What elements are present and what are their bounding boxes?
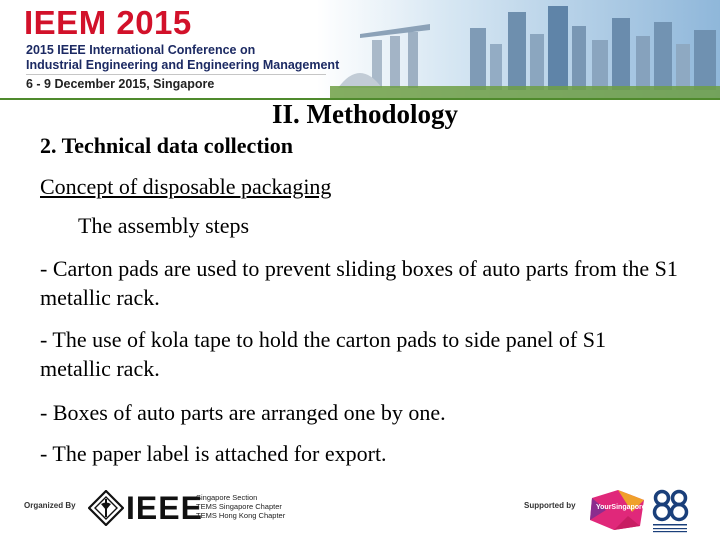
footer	[0, 484, 720, 540]
conference-date-location: 6 - 9 December 2015, Singapore	[26, 77, 215, 91]
chapter-line: Singapore Section	[196, 493, 258, 502]
singapore-skyline-image	[330, 0, 720, 100]
conference-subtitle-line1: 2015 IEEE International Conference on	[26, 43, 256, 57]
assembly-step: - The use of kola tape to hold the carton pads to side panel of S1 metallic rack.	[40, 327, 606, 381]
assembly-step: - The paper label is attached for export.	[40, 441, 387, 466]
chapter-line: TEMS Hong Kong Chapter	[196, 511, 286, 520]
supported-by-label: Supported by	[524, 501, 576, 510]
chapter-line: TEMS Singapore Chapter	[196, 502, 282, 511]
banner-divider	[26, 74, 326, 75]
assembly-step: - Carton pads are used to prevent sliding boxes of auto parts from the S1 metallic rack.	[40, 256, 678, 310]
conference-subtitle-line2: Industrial Engineering and Engineering Management	[26, 58, 340, 72]
concept-title: Concept of disposable packaging	[40, 174, 332, 199]
ieee-diamond-icon	[88, 490, 124, 526]
steps-title: The assembly steps	[78, 213, 250, 238]
logo-88-icon	[650, 488, 690, 534]
supporter-logo-text: YourSingapore	[596, 504, 646, 511]
section-title: 2. Technical data collection	[40, 133, 293, 158]
organizer-chapters	[196, 493, 285, 520]
assembly-step: - Boxes of auto parts are arranged one by one.	[40, 400, 446, 425]
conference-title: IEEM 2015	[24, 4, 192, 41]
slide-heading: II. Methodology	[271, 99, 458, 129]
header-banner	[0, 0, 720, 100]
ieee-logo-text: IEEE	[126, 490, 203, 526]
organized-by-label: Organized By	[24, 501, 76, 510]
